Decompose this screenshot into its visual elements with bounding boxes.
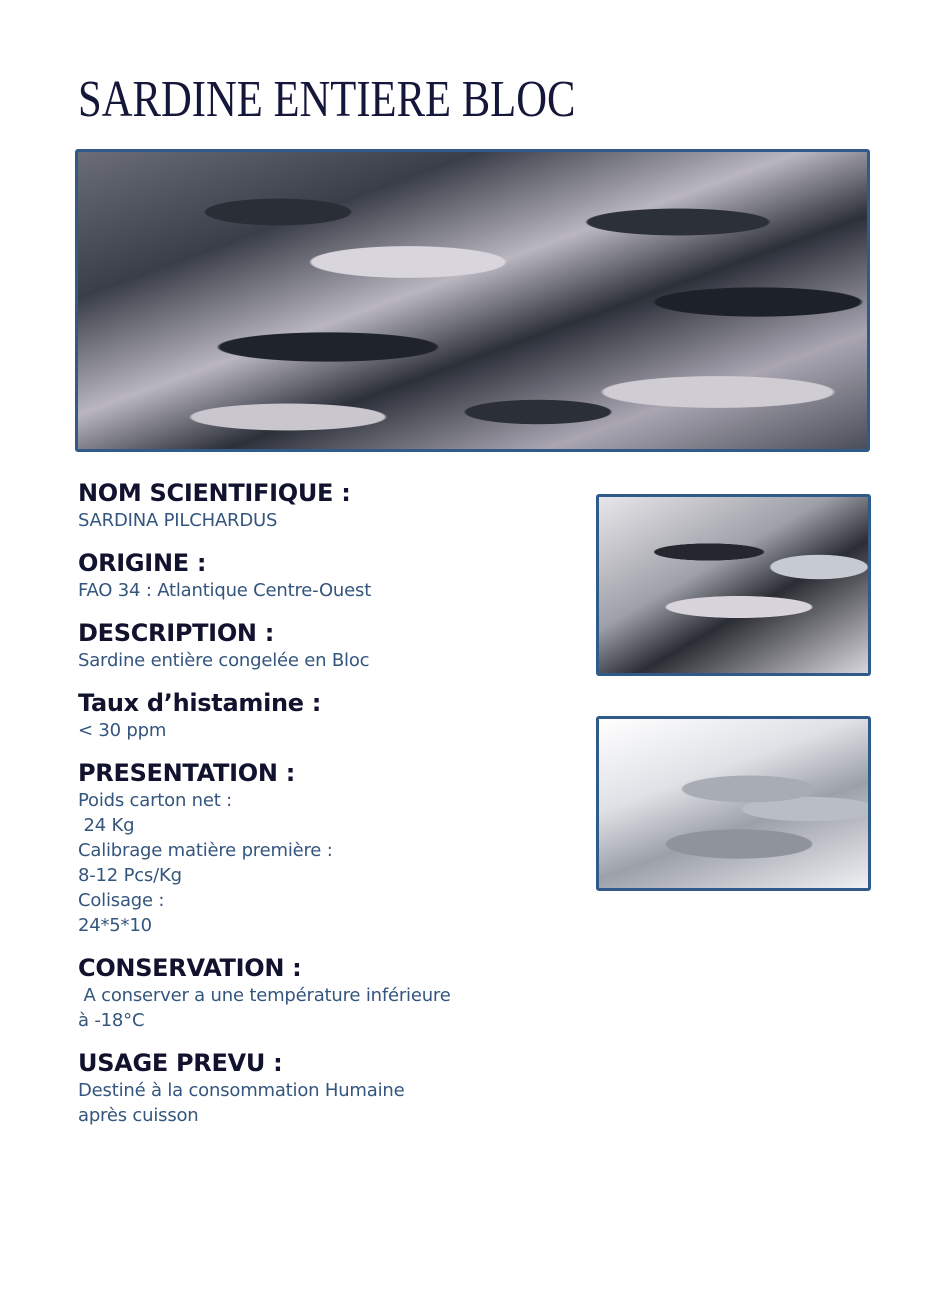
section-value: Destiné à la consommation Humaine xyxy=(78,1080,405,1101)
section-conservation xyxy=(78,953,578,1033)
section-label: DESCRIPTION : xyxy=(78,619,275,647)
section-presentation xyxy=(78,758,578,938)
section-scientific-name xyxy=(78,478,578,533)
section-value: Poids carton net : xyxy=(78,790,233,811)
section-value: FAO 34 : Atlantique Centre-Ouest xyxy=(78,580,372,601)
page-title: SARDINE ENTIERE BLOC xyxy=(78,71,576,128)
section-value: SARDINA PILCHARDUS xyxy=(78,510,278,531)
section-value: Sardine entière congelée en Bloc xyxy=(78,650,370,671)
section-description xyxy=(78,618,578,673)
sardines-white-photo xyxy=(596,716,871,891)
product-specs xyxy=(78,478,578,1128)
section-label: ORIGINE : xyxy=(78,549,207,577)
section-value: 8-12 Pcs/Kg xyxy=(78,865,182,886)
section-value: Colisage : xyxy=(78,890,165,911)
section-value: A conserver a une température inférieure xyxy=(78,985,451,1006)
section-histamine xyxy=(78,688,578,743)
section-label: NOM SCIENTIFIQUE : xyxy=(78,479,351,507)
main-product-photo xyxy=(75,149,870,452)
section-label: Taux d’histamine : xyxy=(78,689,322,717)
section-value: Calibrage matière première : xyxy=(78,840,333,861)
section-label: PRESENTATION : xyxy=(78,759,295,787)
sardines-on-ice-photo xyxy=(596,494,871,676)
section-value: après cuisson xyxy=(78,1105,199,1126)
section-value: 24 Kg xyxy=(78,815,135,836)
section-label: CONSERVATION : xyxy=(78,954,302,982)
section-origin xyxy=(78,548,578,603)
section-value: 24*5*10 xyxy=(78,915,152,936)
section-label: USAGE PREVU : xyxy=(78,1049,283,1077)
section-value: < 30 ppm xyxy=(78,720,167,741)
section-intended-use xyxy=(78,1048,578,1128)
section-value: à -18°C xyxy=(78,1010,145,1031)
